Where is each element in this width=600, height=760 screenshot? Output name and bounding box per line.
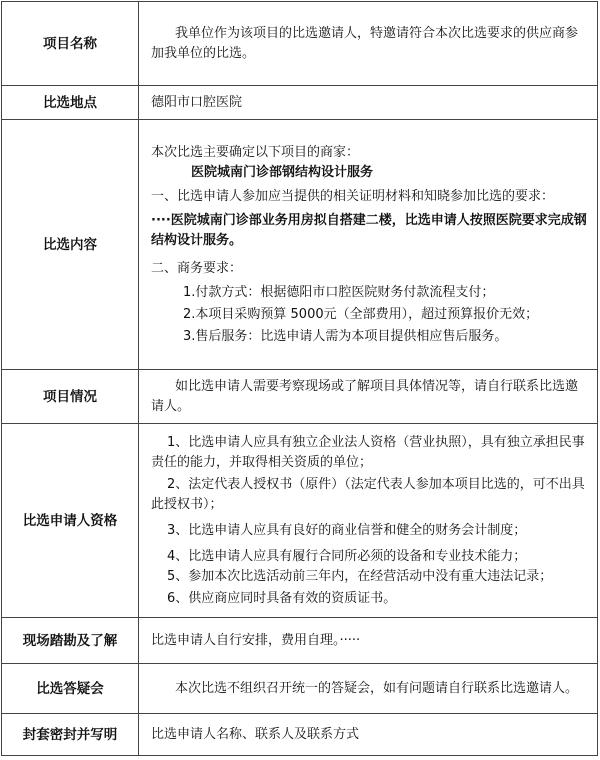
qualification-item: 5、参加本次比选活动前三年内，在经营活动中没有重大违法记录； xyxy=(167,568,553,584)
business-item: 3.售后服务：比选申请人需为本项目提供相应售后服务。 xyxy=(183,328,508,344)
table-row xyxy=(2,714,598,756)
qualification-item: 4、比选申请人应具有履行合同所必须的设备和专业技术能力； xyxy=(167,548,527,564)
row-content xyxy=(139,664,598,714)
table-row xyxy=(2,86,598,120)
requirement-2: 二、商务要求： xyxy=(151,260,243,276)
requirement-1-detail: ····医院城南门诊部业务用房拟自搭建二楼，比选申请人按照医院要求完成钢结构设计服务。 xyxy=(151,212,587,248)
row-label: 比选申请人资格 xyxy=(2,424,139,618)
row-label: 比选答疑会 xyxy=(2,664,139,714)
row-content xyxy=(139,370,598,424)
row-label: 项目情况 xyxy=(2,370,139,424)
content-text: 德阳市口腔医院 xyxy=(151,94,243,110)
content-text: 本次比选不组织召开统一的答疑会，如有问题请自行联系比选邀请人。 xyxy=(175,680,579,696)
content-intro: 本次比选主要确定以下项目的商家： xyxy=(151,144,360,160)
table-row xyxy=(2,120,598,370)
row-content xyxy=(139,618,598,664)
content-text: 比选申请人名称、联系人及联系方式 xyxy=(151,726,360,742)
table-row xyxy=(2,2,598,86)
qualification-item: 1、比选申请人应具有独立企业法人资格（营业执照），具有独立承担民事责任的能力，并取得相关资质的单位； xyxy=(151,434,585,470)
qualification-item: 2、法定代表人授权书（原件）（法定代表人参加本项目比选的，可不出具此授权书）； xyxy=(151,476,585,512)
table-row xyxy=(2,664,598,714)
business-item: 2.本项目采购预算 5000元（全部费用），超过预算报价无效； xyxy=(183,306,539,322)
table-row xyxy=(2,424,598,618)
table-row xyxy=(2,370,598,424)
procurement-table xyxy=(1,1,598,756)
content-text: 比选申请人自行安排，费用自理。····· xyxy=(151,632,361,648)
row-content xyxy=(139,2,598,86)
qualification-item: 3、比选申请人应具有良好的商业信誉和健全的财务会计制度； xyxy=(167,522,527,538)
row-label: 项目名称 xyxy=(2,2,139,86)
row-label: 现场踏勘及了解 xyxy=(2,618,139,664)
table-row xyxy=(2,618,598,664)
qualification-item: 6、供应商应同时具备有效的资质证书。 xyxy=(167,590,397,606)
row-label: 比选内容 xyxy=(2,120,139,370)
row-content xyxy=(139,120,598,370)
row-content xyxy=(139,86,598,120)
row-label: 比选地点 xyxy=(2,86,139,120)
content-text: 如比选申请人需要考察现场或了解项目具体情况等，请自行联系比选邀请人。 xyxy=(151,378,579,414)
content-text: 我单位作为该项目的比选邀请人，特邀请符合本次比选要求的供应商参加我单位的比选。 xyxy=(151,25,579,61)
project-name: 医院城南门诊部钢结构设计服务 xyxy=(191,164,374,180)
row-content xyxy=(139,714,598,756)
row-label: 封套密封并写明 xyxy=(2,714,139,756)
row-content xyxy=(139,424,598,618)
requirement-1: 一、比选申请人参加应当提供的相关证明材料和知晓参加比选的要求： xyxy=(151,188,555,204)
business-item: 1.付款方式：根据德阳市口腔医院财务付款流程支付； xyxy=(183,284,495,300)
